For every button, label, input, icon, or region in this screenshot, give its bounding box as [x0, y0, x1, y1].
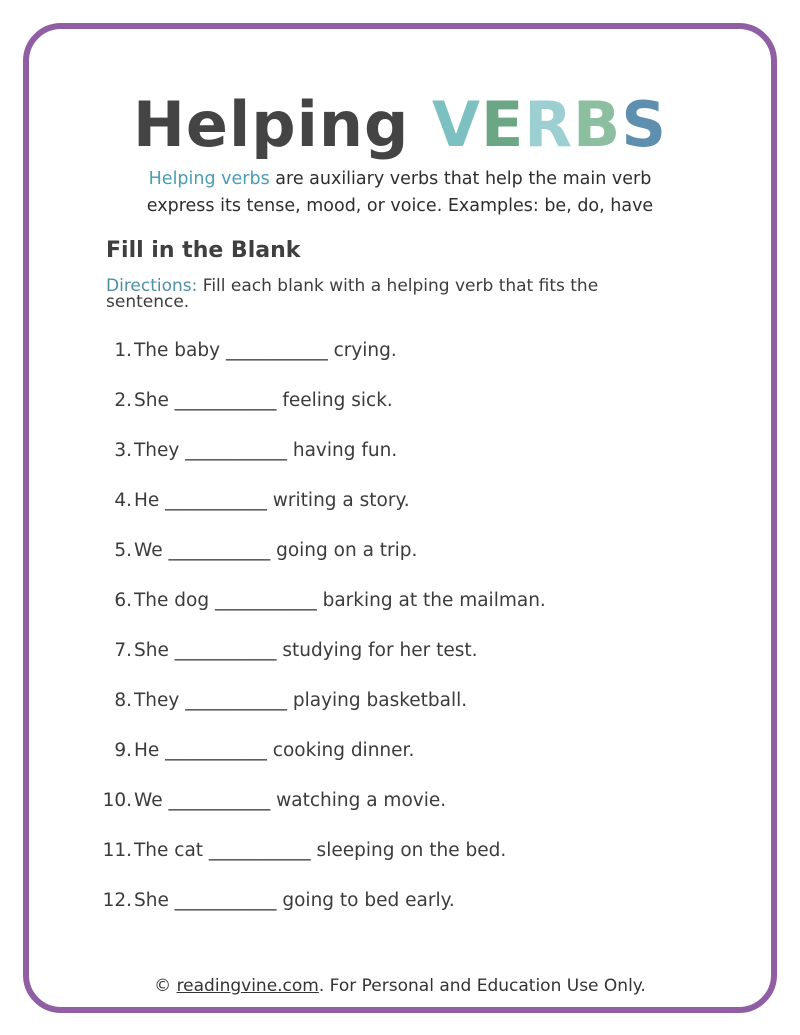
page-title: [0, 88, 800, 161]
title-letter: R: [524, 88, 574, 161]
question-number: 4.: [114, 490, 132, 511]
question-text: The cat ___________ sleeping on the bed.: [134, 840, 507, 861]
section-title: Fill in the Blank: [106, 238, 301, 263]
question-text: We ___________ going on a trip.: [134, 540, 418, 561]
question-text: They ___________ having fun.: [134, 440, 398, 461]
question-item: [100, 390, 546, 440]
question-text: She ___________ studying for her test.: [134, 640, 478, 661]
question-item: [100, 840, 546, 890]
title-letter: E: [480, 88, 525, 161]
question-number: 5.: [114, 540, 132, 561]
question-text: We ___________ watching a movie.: [134, 790, 447, 811]
question-number: 10.: [102, 790, 132, 811]
question-item: [100, 340, 546, 390]
question-text: They ___________ playing basketball.: [134, 690, 468, 711]
question-item: [100, 640, 546, 690]
question-number: 9.: [114, 740, 132, 761]
intro-highlight: Helping verbs: [148, 169, 270, 189]
question-text: She ___________ going to bed early.: [134, 890, 455, 911]
question-number: 12.: [102, 890, 132, 911]
intro-text: [0, 166, 800, 220]
question-text: She ___________ feeling sick.: [134, 390, 393, 411]
directions-text: Fill each blank with a helping verb that fits the sentence.: [106, 276, 599, 312]
intro-line1: are auxiliary verbs that help the main verb: [269, 169, 652, 189]
question-list: [100, 340, 546, 940]
question-text: He ___________ cooking dinner.: [134, 740, 415, 761]
title-verbs: [432, 88, 667, 161]
question-item: [100, 790, 546, 840]
question-number: 11.: [102, 840, 132, 861]
question-number: 1.: [114, 340, 132, 361]
question-item: [100, 690, 546, 740]
question-item: [100, 890, 546, 940]
title-helping: Helping: [133, 88, 410, 161]
directions-label: Directions:: [106, 276, 198, 296]
title-letter: S: [621, 88, 667, 161]
question-text: He ___________ writing a story.: [134, 490, 410, 511]
question-number: 3.: [114, 440, 132, 461]
question-item: [100, 540, 546, 590]
question-item: [100, 440, 546, 490]
title-letter: B: [573, 88, 622, 161]
question-number: 8.: [114, 690, 132, 711]
directions: [106, 278, 666, 310]
question-number: 6.: [114, 590, 132, 611]
intro-line2: express its tense, mood, or voice. Examples: be, do, have: [146, 196, 654, 216]
title-letter: V: [431, 88, 481, 161]
footer: [0, 976, 800, 996]
copyright: ©: [154, 976, 177, 996]
question-text: The dog ___________ barking at the mailman.: [134, 590, 546, 611]
footer-link[interactable]: readingvine.com: [176, 976, 319, 996]
question-item: [100, 590, 546, 640]
question-number: 7.: [114, 640, 132, 661]
question-item: [100, 490, 546, 540]
question-item: [100, 740, 546, 790]
footer-text: . For Personal and Education Use Only.: [318, 976, 646, 996]
question-number: 2.: [114, 390, 132, 411]
question-text: The baby ___________ crying.: [134, 340, 397, 361]
